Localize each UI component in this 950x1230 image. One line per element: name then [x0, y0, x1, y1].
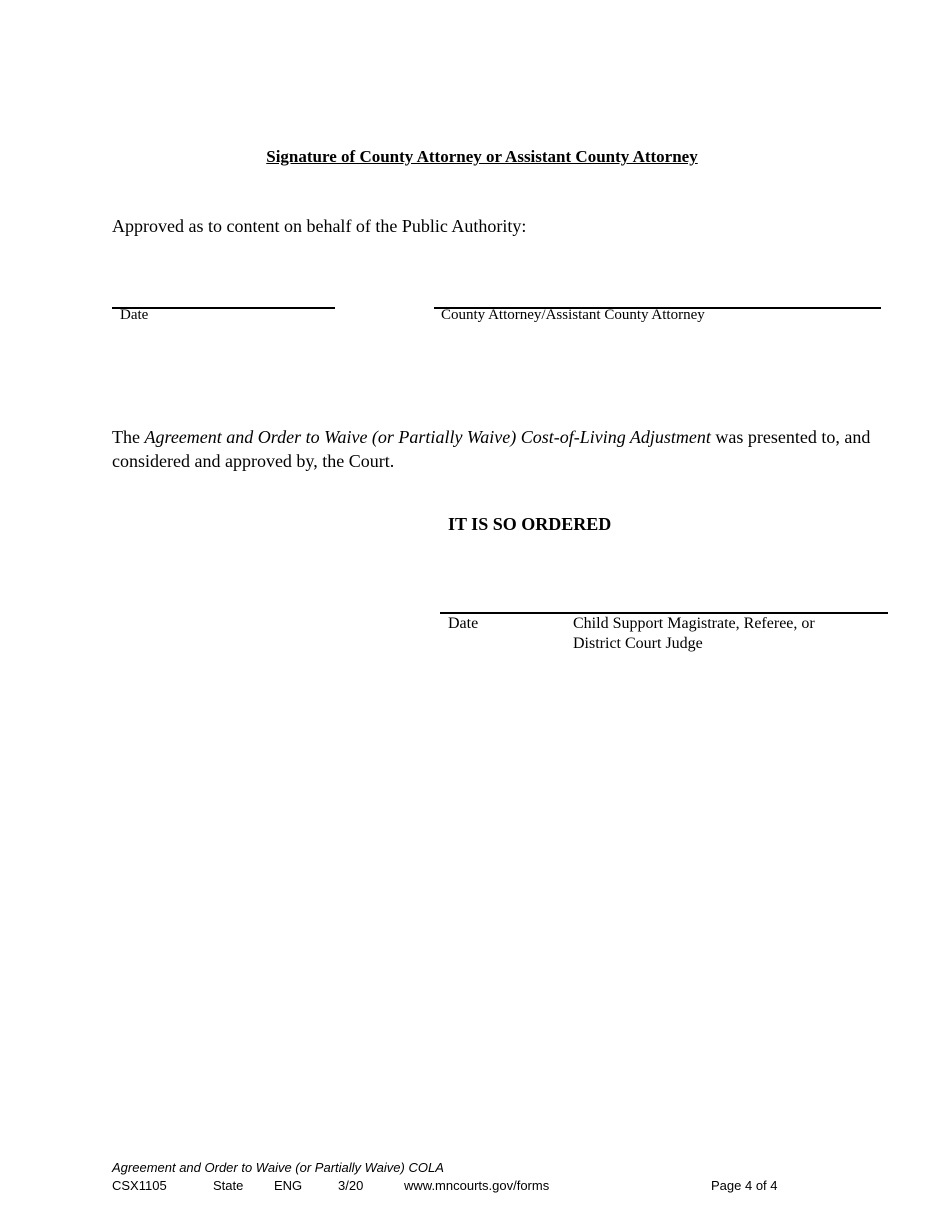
judge-date-label: Date — [448, 615, 479, 632]
approved-statement: Approved as to content on behalf of the Public Authority: — [112, 216, 527, 236]
date-label: Date — [120, 307, 149, 323]
footer-jurisdiction: State — [213, 1178, 244, 1193]
footer-revision: 3/20 — [338, 1178, 364, 1193]
footer-language: ENG — [274, 1178, 303, 1193]
footer-website: www.mncourts.gov/forms — [404, 1178, 550, 1193]
footer-form-title: Agreement and Order to Waive (or Partially Waive) COLA — [112, 1160, 444, 1175]
footer-form-code: CSX1105 — [112, 1178, 167, 1193]
footer-page-number: Page 4 of 4 — [711, 1178, 778, 1193]
attorney-label: County Attorney/Assistant County Attorney — [441, 307, 705, 323]
court-statement-suffix: was presented to, and considered and approved by, the Court. — [112, 427, 871, 471]
court-statement-prefix: The — [112, 427, 145, 447]
judge-title-line-2: District Court Judge — [573, 635, 703, 652]
section-title: Signature of County Attorney or Assistant County Attorney — [266, 147, 698, 166]
judge-title-line-1: Child Support Magistrate, Referee, or — [573, 615, 815, 632]
judge-title-label — [573, 614, 873, 654]
order-heading: IT IS SO ORDERED — [448, 514, 612, 534]
court-statement — [112, 425, 872, 473]
form-name: Agreement and Order to Waive (or Partially Waive) Cost-of-Living Adjustment — [144, 427, 711, 447]
